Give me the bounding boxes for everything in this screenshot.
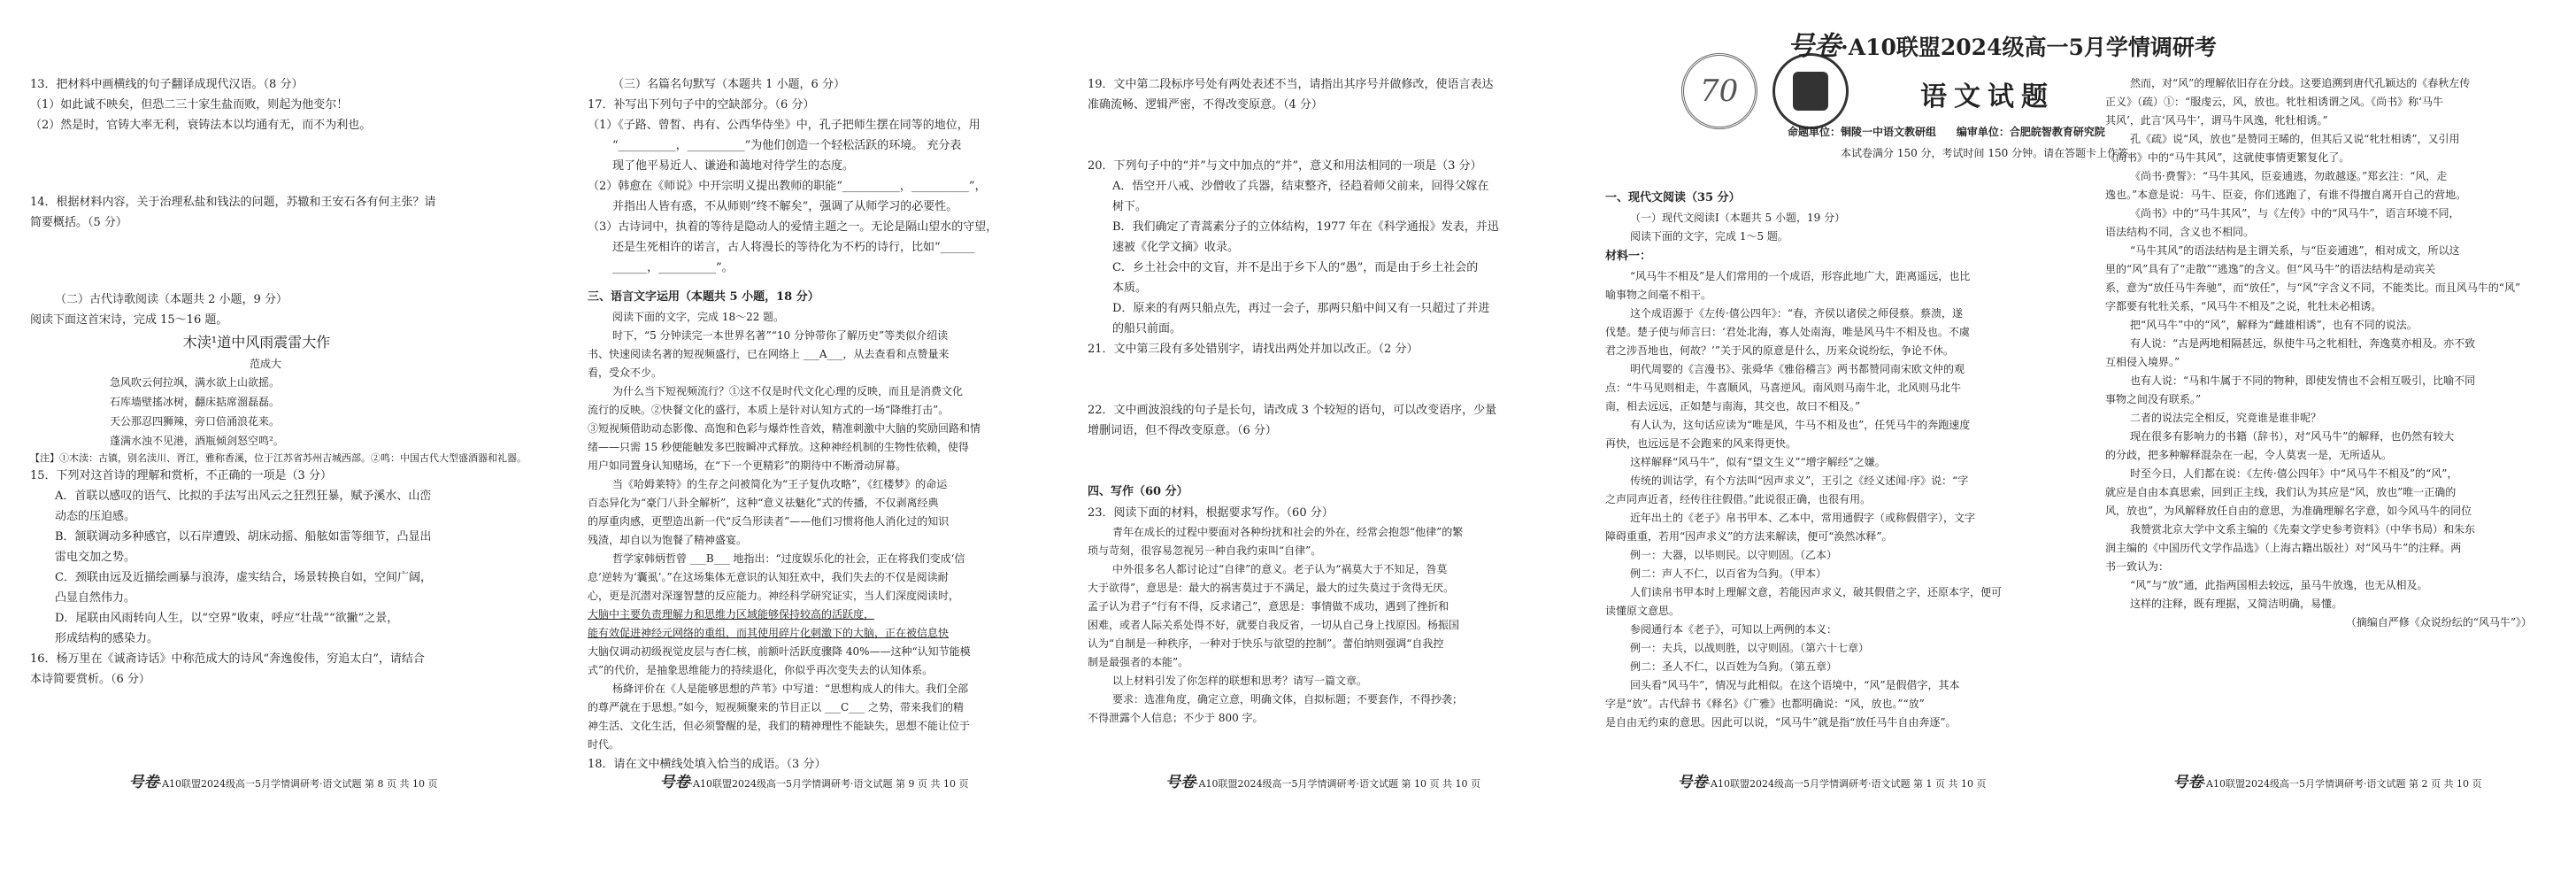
passage-line: 我赞赏北京大学中文系主编的《先秦文学史参考资料》（中华书局）和朱东: [2130, 523, 2476, 536]
passage-line: 再快，也远远是不会跑来的风来得更快。: [1605, 437, 1797, 450]
passage-line: 《尚书》中的“马牛其风”，与《左传》中的“风马牛”，语言环境不同，: [2130, 207, 2460, 220]
passage-line: 例二：圣人不仁，以百姓为刍狗。（第五章）: [1630, 660, 1838, 673]
passage-line: 例一：大器，以毕则民。以守则固。（乙本）: [1630, 549, 1838, 561]
q17-1-cont: 现了他平易近人、谦逊和蔼地对待学生的态度。: [612, 159, 855, 173]
q20-option: D．原来的有两只船点先，再过一会子，那两只船中间又有一只超过了并进: [1112, 302, 1490, 315]
writing-material: 认为“自制是一种秩序，一种对于快乐与欲望的控制”。蕾伯纳则强调“自我控: [1088, 637, 1444, 650]
q17: 17．补写出下列句子中的空缺部分。（6 分）: [588, 98, 815, 112]
passage-line: 哲学家韩炳哲曾 ___B___ 地指出：“过度娱乐化的社会，正在将我们变成‘信: [612, 552, 965, 565]
passage-line: 阅读下面的文字，完成 18～22 题。: [612, 311, 785, 323]
q20-option: 本质。: [1112, 282, 1148, 295]
passage-line: 神生活、文化生活，但必须警醒的是，我们的精神理性不能缺失，思想不能让位于: [588, 720, 971, 732]
passage-line: 式”的代价，是抽象思维能力的持续退化，你似乎再次变失去的认知体系。: [588, 664, 934, 676]
passage-line: 心，更是沉潜对深邃智慧的反应能力。神经科学研究证实，当人们深度阅读时，: [588, 590, 960, 602]
q15-option: 雷电交加之势。: [55, 551, 136, 564]
passage-line: 里的“风”具有了“走散”“逃逸”的含义。但“风马牛”的语法结构是动宾关: [2105, 263, 2436, 275]
q22: 22．文中画波浪线的句子是长句，请改成 3 个较短的语句，可以改变语序，少量: [1088, 404, 1497, 417]
passage-line: 为什么当下短视频流行？①这不仅是时代文化心理的反映，而且是消费文化: [612, 385, 964, 397]
brand-logo: 号卷: [1677, 774, 1708, 791]
q17-1: （1）《子路、曾皙、冉有、公西华侍坐》中，孔子把师生摆在同等的地位，用: [588, 119, 980, 132]
q19-cont: 准确流畅、逻辑严密，不得改变原意。（4 分）: [1088, 98, 1323, 112]
passage-line: 字是“放”。古代辞书《释名》《广雅》也都明确说：“风，放也。”“放”: [1605, 698, 1925, 710]
q17-3: （3）古诗词中，执着的等待是隐动人的爱情主题之一。无论是隔山望水的守望，: [588, 220, 998, 234]
section-modern-reading: 一、现代文阅读（35 分）: [1605, 191, 1741, 204]
writing-material: 青年在成长的过程中要面对各种纷扰和社会的外在，经常会抱怨“他律”的繁: [1112, 526, 1464, 538]
q16: 16．杨万里在《诚斋诗话》中称范成大的诗风“奔逸俊伟，穷追太白”，请结合: [30, 652, 425, 666]
passage-line: 用户如同置身认知赌场，在“下一个更精彩”的期待中不断滑动屏幕。: [588, 459, 907, 472]
brand-logo: 号卷: [1165, 774, 1196, 791]
subsection-heading: （一）现代文阅读Ⅰ（本题共 5 小题，19 分）: [1630, 212, 1846, 224]
passage-line: 其风’，此言‘风马牛’，谓马牛风逸，牝牡相诱。”: [2105, 114, 2328, 127]
passage-line: 逸也。”本意是说：马牛、臣妾，你们逃跑了，有谁不得擅自离开自己的营地。: [2105, 189, 2467, 201]
passage-line: 把“风马牛”中的“风”，解释为“雌雄相诱”，也有不同的说法。: [2130, 319, 2418, 331]
passage-line: 系，意为“放任马牛奔驰”，而“放任”，与“风”字含义不同，不能类比。而且风马牛的“风”: [2105, 282, 2521, 294]
brand-logo: 号卷: [128, 774, 159, 791]
q15-option: 凸显自然伟力。: [55, 591, 136, 605]
passage-line: 障碍重重，若用“因声求义”的方法来解读，便可“涣然冰释”。: [1605, 530, 1893, 543]
passage-line: 时下，“5 分钟读完一本世界名著”“10 分钟带你了解历史”等类似介绍读: [612, 329, 949, 342]
q15-option: D．尾联由风雨转向人生，以“空界”收束，呼应“壮哉”“欲撇”之景，: [55, 612, 399, 625]
passage-line: 明代周婴的《言漫书》、张舜华《雅俗稽言》两书都赞同南宋欧文仲的观: [1630, 363, 1965, 375]
passage-line: “风”与“放”通，此指两国相去较远，虽马牛放逸，也无从相及。: [2130, 579, 2428, 591]
passage-line: 有人说：“古是两地相隔甚远，纵使牛马之牝相牡，奔逸莫亦相及。亦不致: [2130, 337, 2476, 350]
passage-line: “马牛其风”的语法结构是主谓关系，与“臣妾逋逃”，相对成文，所以这: [2130, 244, 2460, 257]
writing-material: 大于欲得”，意思是：最大的祸害莫过于不满足，最大的过失莫过于贪得无厌。: [1088, 582, 1455, 594]
passage-line: 然而，对“风”的理解依旧存在分歧。这要追溯到唐代孔颖达的《春秋左传: [2130, 77, 2471, 89]
passage-line: 的分歧，把多种解释混杂在一起，令人莫衷一是，无所适从。: [2105, 449, 2393, 461]
q15-option: 动态的压迫感。: [55, 510, 136, 523]
q20-option: C．乡土社会中的文盲，并不是出于乡下人的“愚”，而是由于乡土社会的: [1112, 261, 1479, 274]
q20: 20．下列句子中的“并”与文中加点的“并”，意义和用法相同的一项是（3 分）: [1088, 159, 1482, 173]
q17-2: （2）韩愈在《师说》中开宗明义提出教师的职能“__________，__________”，: [588, 180, 987, 193]
passage-line: 伐楚。楚子使与师言曰：‘君处北海，寡人处南海，唯是风马牛不相及也。不虞: [1605, 326, 1970, 338]
instruction: 阅读下面的文字，完成 1～5 题。: [1630, 230, 1788, 243]
exam-page-8: [9, 0, 557, 887]
poem-line: 急风吹云何拉飒，满水欲上山欲摇。: [110, 376, 281, 389]
exam-title: 号卷·A10联盟2024级高一5月学情调研考: [1788, 31, 2217, 62]
subject-title: 语文试题: [1920, 81, 2055, 112]
brand-logo: 号卷: [1788, 31, 1841, 62]
wavy-line-sentence: 大脑中主要负责理解力和思维力区域能够保持较高的活跃度，: [588, 608, 875, 621]
passage-line: 现在很多有影响力的书籍（辞书），对“风马牛”的解释，也仍然有较大: [2130, 430, 2455, 443]
wavy-line-sentence: 能有效促进神经元网络的重组，而其使用碎片化刺激下的大脑，正在被信息快: [588, 627, 950, 639]
passage-line: 残渣，却自以为饱餐了精神盛宴。: [588, 534, 748, 546]
writing-material: 困难，或者人际关系处得不好，就要自我反省，一切从自己身上找原因。杨振国: [1088, 619, 1460, 631]
writing-material: 中外很多名人都讨论过“自律”的意义。老子认为“祸莫大于不知足，咎莫: [1112, 563, 1448, 575]
exam-time-note: 本试卷满分 150 分，考试时间 150 分钟。请在答题卡上作答。: [1841, 147, 2140, 159]
writing-prompt: 以上材料引发了你怎样的联想和思考？请写一篇文章。: [1112, 675, 1368, 687]
passage-line: 就应是自由本真思索，回到正主线，我们认为其应是“风，放也”唯一正确的: [2105, 486, 2457, 498]
q20-option: 树下。: [1112, 200, 1148, 213]
passage-line: 南，相去远远，正如楚与南海，其交也，故曰不相及。”: [1605, 400, 1861, 413]
brand-logo: 号卷: [659, 774, 690, 791]
passage-line: 有人认为，这句话应读为“唯是风，牛马不相及也”，任凭马牛的奔跑速度: [1630, 419, 1971, 431]
passage-line: 时至今日，人们都在说：《左传·僖公四年》中“风马牛不相及”的“风”，: [2130, 467, 2458, 480]
q20-option: B．我们确定了青蒿素分子的立体结构，1977 年在《科学通报》发表，并迅: [1112, 220, 1499, 234]
q15-option: C．颈联由远及近描绘画暴与浪涛，虚实结合，场景转换自如，空间广阔，: [55, 571, 432, 584]
passage-line: 点：“牛马见则相走，牛喜顺风，马喜逆风。南风则马南牛北，北风则马北牛: [1605, 382, 1962, 394]
passage-line: 这个成语源于《左传·僖公四年》：“春，齐侯以诸侯之师侵蔡。蔡溃，遂: [1630, 307, 1963, 320]
exam-page-2: [2084, 0, 2571, 887]
passage-line: 看，受众不少。: [588, 366, 663, 379]
passage-line: 二者的说法完全相反，究竟谁是谁非呢？: [2130, 412, 2322, 424]
passage-line: 人们读帛书甲本时上理解文意，若能因声求义，破其假借之字，还原本字，便可: [1630, 586, 2003, 598]
passage-line: 参阅通行本《老子》，可知以上两例的本义：: [1630, 623, 1838, 636]
writing-requirements: 不得泄露个人信息；不少于 800 字。: [1088, 712, 1264, 724]
writing-material: 孟子认为君子“行有不得，反求诸己”，意思是：事情做不成功，遇到了挫折和: [1088, 600, 1449, 613]
q15-option: B．颔联调动多种感官，以石岸遭毁、胡床动摇、船舷如雷等细节，凸显出: [55, 530, 432, 544]
q18: 18．请在文中横线处填入恰当的成语。（3 分）: [588, 758, 827, 771]
passage-line: 回头看“风马牛”，情况与此相似。在这个语境中，“风”是假借字，其本: [1630, 679, 1960, 691]
passage-line: 语法结构不同，含义也不相同。: [2105, 226, 2255, 238]
passage-line: 喻事物之间毫不相干。: [1605, 289, 1712, 301]
passage-line: 风，放也”，为风解释放任自由的意思，为准确理解名字意，如今风马牛的同位: [2105, 505, 2472, 517]
page-footer: 号卷·A10联盟2024级高一5月学情调研考·语文试题 第 10 页 共 10 页: [1165, 774, 1480, 791]
passage-line: 也有人说：“马和牛属于不同的物种，即使发情也不会相互吸引，比喻不同: [2130, 374, 2476, 387]
q22-cont: 增删词语，但不得改变原意。（6 分）: [1088, 424, 1277, 437]
passage-line: 近年出土的《老子》帛书甲本、乙本中，常用通假字（或称假借字），文字: [1630, 512, 1976, 524]
passage-line: “风马牛不相及”是人们常用的一个成语，形容此地广大，距离遥远，也比: [1630, 270, 1971, 282]
passage-line: 的厚重肉感，更塑造出新一代“反刍形读者”——他们习惯将他人消化过的知识: [588, 515, 950, 528]
q13-1: （1）如此诚不映矣，但恐二三十家生盐而败，则起为他变尔！: [30, 98, 349, 112]
poetry-instruction: 阅读下面这首宋诗，完成 15～16 题。: [30, 313, 228, 327]
page-footer: 号卷·A10联盟2024级高一5月学情调研考·语文试题 第 9 页 共 10 页: [659, 774, 969, 791]
poem-line: 蓬满水浊不见港，酒瓶倾剑怒空鸣²。: [110, 435, 284, 447]
q15: 15．下列对这首诗的理解和赏析，不正确的一项是（3 分）: [30, 469, 332, 482]
q21: 21．文中第三段有多处错别字，请找出两处并加以改正。（2 分）: [1088, 343, 1419, 356]
exam-page-9: [566, 0, 1062, 887]
passage-line: 当《哈姆莱特》的生存之问被简化为“王子复仇攻略”，《红楼梦》的命运: [612, 478, 948, 490]
exam-units: 命题单位：铜陵一中语文教研组 编审单位：合肥皖智教育研究院: [1788, 126, 2105, 138]
q19: 19．文中第二段标序号处有两处表述不当，请指出其序号并做修改，使语言表达: [1088, 78, 1494, 91]
passage-line: 君之涉吾地也，何故？’”关于风的原意是什么，历来众说纷纭，争论不休。: [1605, 344, 1954, 357]
passage-line: ③短视频借助动态影像、高饱和色彩与爆炸性音效，精准刺激中大脑的奖励回路和情: [588, 422, 981, 435]
writing-requirements: 要求：选准角度，确定立意，明确文体，自拟标题；不要套作，不得抄袭；: [1112, 693, 1464, 706]
q13: 13．把材料中画横线的句子翻译成现代汉语。（8 分）: [30, 78, 304, 91]
passage-line: 这样的注释，既有理据，又简洁明确，易懂。: [2130, 598, 2343, 610]
writing-material: 琐与苛刻，很容易忽视另一种自我约束叫“自律”。: [1088, 544, 1322, 557]
page-footer: 号卷·A10联盟2024级高一5月学情调研考·语文试题 第 8 页 共 10 页: [128, 774, 438, 791]
passage-line: 这样解释“风马牛”，似有“望文生义”“增字解经”之嫌。: [1630, 456, 1886, 468]
poem-author: 范成大: [249, 358, 281, 370]
passage-line: 孔《疏》说“风，放也”是赞同王晞的，但其后又说“牝牡相诱”，又引用: [2130, 133, 2460, 145]
section-writing-heading: 四、写作（60 分）: [1088, 485, 1188, 498]
material-label: 材料一：: [1605, 250, 1652, 263]
exam-page-10: [1066, 0, 1580, 887]
passage-line: 绪——只需 15 秒便能触发多巴胺瞬冲式释放。这种神经机制的生物性依赖，使得: [588, 441, 969, 453]
page-footer: 号卷·A10联盟2024级高一5月学情调研考·语文试题 第 1 页 共 10 页: [1677, 774, 1987, 791]
passage-line: 例一：夫兵，以战则胜，以守则固。（第六十七章）: [1630, 642, 1870, 654]
section-poetry-heading: （二）古代诗歌阅读（本题共 2 小题，9 分）: [55, 293, 288, 306]
section-language-heading: 三、语言文字运用（本题共 5 小题，18 分）: [588, 290, 819, 304]
section-recitation-heading: （三）名篇名句默写（本题共 1 小题，6 分）: [612, 78, 845, 91]
passage-line: 的尊严就在于思想。”如今，短视频聚来的节目正以 ___C___ 之势，带来我们的精: [588, 701, 964, 713]
brand-logo: 号卷: [2172, 774, 2203, 791]
poem-title: 木渎¹道中风雨震雷大作: [182, 334, 331, 351]
q17-3-cont: ______，__________”。: [612, 261, 734, 274]
passage-line: 书、快速阅读名著的短视频盛行，已在网络上 ___A___，从去查看和点赞量来: [588, 348, 950, 360]
passage-line: 传统的训诂学，有个方法叫“因声求义”，王引之《经义述闻·序》说：“字: [1630, 474, 1969, 487]
q14-cont: 简要概括。（5 分）: [30, 216, 127, 229]
page-footer: 号卷·A10联盟2024级高一5月学情调研考·语文试题 第 2 页 共 10 页: [2172, 774, 2482, 791]
writing-material: 制是最强者的本能”。: [1088, 656, 1189, 668]
passage-line: 《尚书》中的“马牛其风”，这就使事情更繁复化了。: [2105, 151, 2350, 164]
q17-2-cont: 并指出人皆有惑，不从师则“终不解矣”，强调了从师学习的必要性。: [612, 200, 958, 213]
passage-line: 事物之间没有联系。”: [2105, 393, 2202, 405]
passage-line: 杨絳评价在《人是能够思想的芦苇》中写道：“思想构成人的伟大。我们全部: [612, 683, 969, 695]
passage-line: 润主编的《中国历代文学作品选》（上海古籍出版社）对“风马牛”的注释。两: [2105, 542, 2462, 554]
q20-option: 的船只前面。: [1112, 322, 1182, 336]
poem-line: 石库墙壁搖冰树，翻床掂席溜磊磊。: [110, 396, 281, 408]
passage-line: 例二：声人不仁，以百省为刍狗。（甲本）: [1630, 567, 1827, 580]
poem-note: 【注】①木渎：古镇，别名渎川、胥江，雅称香溪，位于江苏省苏州吉城西部。②鸣：中国古代大型盛酒器和礼器。: [30, 452, 527, 464]
passage-line: 读懂原文意思。: [1605, 605, 1680, 617]
passage-line: 百态异化为“豪门八卦全解析”，这种“意义祛魅化”式的传播，不仅剥离经典: [588, 497, 939, 509]
q16-cont: 本诗简要赏析。（6 分）: [30, 673, 150, 686]
q23: 23．阅读下面的材料，根据要求写作。（60 分）: [1088, 506, 1334, 520]
passage-line: 是自由无约束的意思。因此可以说，“风马牛”就是指“放任马牛自由奔逐”。: [1605, 716, 1957, 729]
q15-option: A．首联以感叹的语气、比拟的手法写出风云之狂烈狂暴，赋予溪水、山峦: [55, 490, 432, 503]
passage-line: 《尚书·费誓》：“马牛其风，臣妾逋逃，勿敢越逐。”郑玄注：“风，走: [2130, 170, 2448, 182]
q20-option: 速被《化学文摘》收录。: [1112, 241, 1240, 254]
q15-option: 形成结构的感染力。: [55, 632, 159, 645]
passage-line: 流行的反映。②快餐文化的盛行，本质上是针对认知方式的一场“降维打击”。: [588, 404, 950, 416]
passage-line: 之声同声近者，经传往往假借。”此说很正确，也很有用。: [1605, 493, 1872, 505]
q20-option: A．悟空开八戒、沙僧收了兵器，结束整齐，径趋着师父前来，回得父嫁在: [1112, 180, 1489, 193]
q17-3-cont: 还是生死相许的诺言，古人将漫长的等待化为不朽的诗行，比如“______: [612, 241, 975, 254]
q14: 14．根据材料内容，关于治理私盐和钱法的问题，苏辙和王安石各有何主张？请: [30, 196, 436, 209]
q17-1-cont: “__________，__________”为他们创造一个轻松活跃的环境。 充分表: [612, 139, 962, 152]
passage-line: 字都要有牝牡关系，“风马牛不相及”之说，牝牡未必相诱。: [2105, 300, 2382, 312]
source-citation: （摘编自严修《众说纷纭的“风马牛”》）: [2345, 616, 2532, 629]
q13-2: （2）然是时，官铸大率无利，衰铸法本以均通有无，而不为利也。: [30, 119, 372, 132]
passage-line: 书一致认为：: [2105, 560, 2170, 573]
school-seal-logo: 70: [1681, 53, 1757, 129]
poem-line: 天公那忍四狮辣，旁口倍涌浪花来。: [110, 415, 281, 428]
passage-line: 时代。: [588, 738, 620, 751]
passage-line: 正义》（疏）①：“服虔云，风，放也。牝牡相诱谓之风。《尚书》称‘马牛: [2105, 96, 2443, 108]
passage-line: 大脑仅调动初级视觉皮层与杏仁核，前额叶活跃度骤降 40%——这种“认知节能模: [588, 645, 971, 658]
passage-line: 互相侵入境界。”: [2105, 356, 2180, 368]
passage-line: 息’逆转为‘囊虱’。”在这场集体无意识的认知狂欢中，我们失去的不仅是阅读耐: [588, 571, 949, 583]
